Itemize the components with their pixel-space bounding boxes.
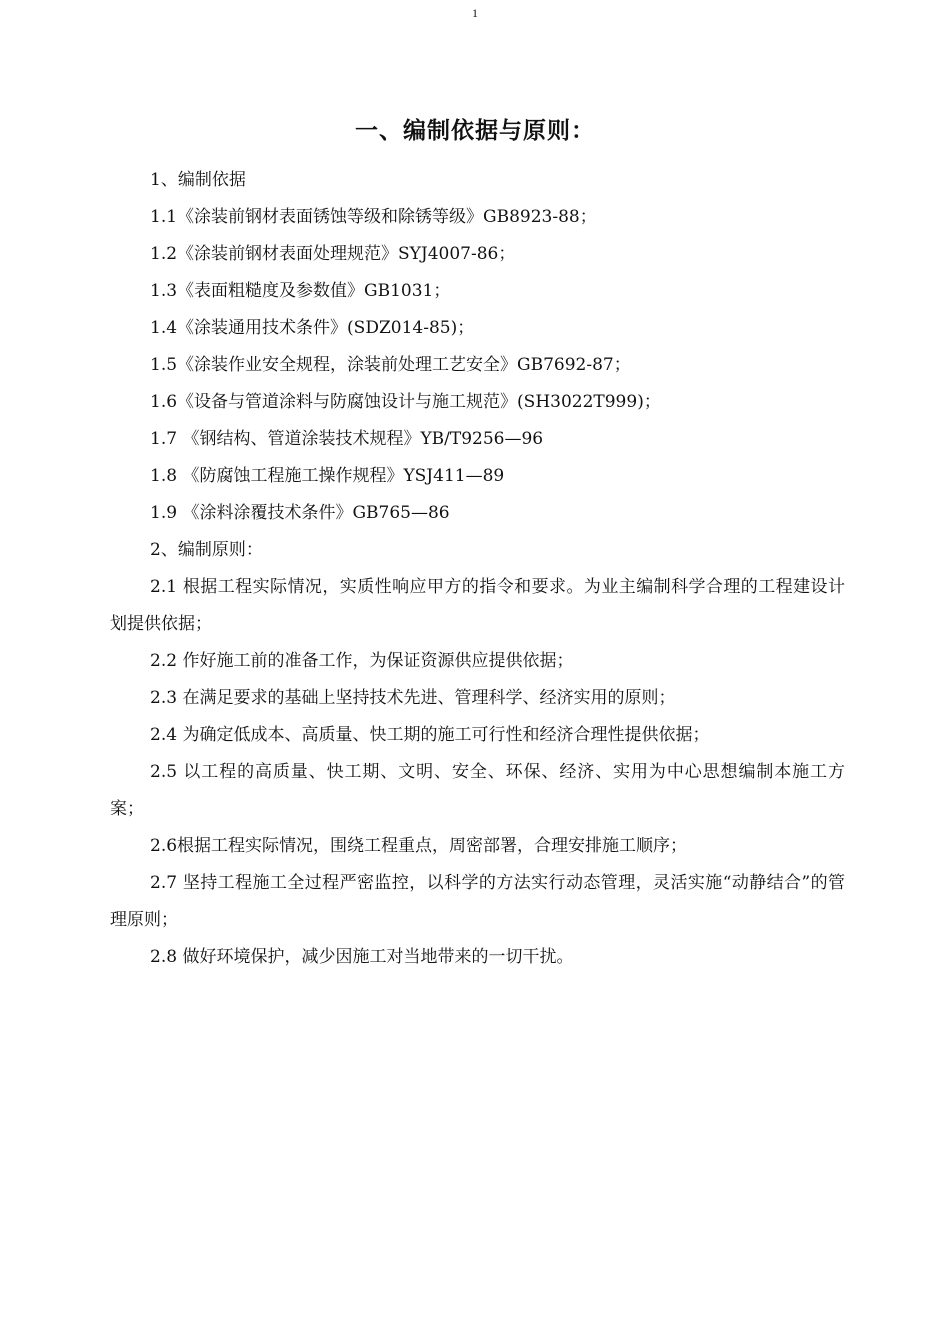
principle-item: 2.2 作好施工前的准备工作，为保证资源供应提供依据；	[150, 651, 574, 671]
principle-item: 2.7 坚持工程施工全过程严密监控，以科学的方法实行动态管理，灵活实施“动静结合”的管理原则；	[110, 873, 845, 930]
basis-item: 1.1《涂装前钢材表面锈蚀等级和除锈等级》GB8923-88；	[150, 207, 597, 227]
principle-item: 2.4 为确定低成本、高质量、快工期的施工可行性和经济合理性提供依据；	[150, 725, 710, 745]
principle-item: 2.6根据工程实际情况，围绕工程重点，周密部署，合理安排施工顺序；	[150, 836, 688, 856]
basis-item: 1.7 《钢结构、管道涂装技术规程》YB/T9256—96	[150, 429, 544, 449]
principle-item: 2.1 根据工程实际情况，实质性响应甲方的指令和要求。为业主编制科学合理的工程建设计划提供依据；	[110, 577, 845, 634]
section-title: 一、编制依据与原则：	[355, 118, 595, 144]
basis-item: 1.4《涂装通用技术条件》(SDZ014-85)；	[150, 318, 475, 338]
page-number: 1	[472, 6, 478, 20]
basis-item: 1.6《设备与管道涂料与防腐蚀设计与施工规范》(SH3022T999)；	[150, 392, 661, 412]
subsection-heading-basis: 1、编制依据	[150, 170, 246, 190]
document-body	[110, 162, 845, 976]
principle-item: 2.8 做好环境保护，减少因施工对当地带来的一切干扰。	[150, 947, 574, 967]
principle-item: 2.3 在满足要求的基础上坚持技术先进、管理科学、经济实用的原则；	[150, 688, 676, 708]
subsection-heading-principles: 2、编制原则：	[150, 540, 263, 560]
basis-item: 1.9 《涂料涂覆技术条件》GB765—86	[150, 503, 450, 523]
principle-item: 2.5 以工程的高质量、快工期、文明、安全、环保、经济、实用为中心思想编制本施工方案；	[110, 762, 845, 819]
basis-item: 1.3《表面粗糙度及参数值》GB1031；	[150, 281, 451, 301]
basis-item: 1.2《涂装前钢材表面处理规范》SYJ4007-86；	[150, 244, 516, 264]
basis-item: 1.8 《防腐蚀工程施工操作规程》YSJ411—89	[150, 466, 505, 486]
basis-item: 1.5《涂装作业安全规程，涂装前处理工艺安全》GB7692-87；	[150, 355, 631, 375]
